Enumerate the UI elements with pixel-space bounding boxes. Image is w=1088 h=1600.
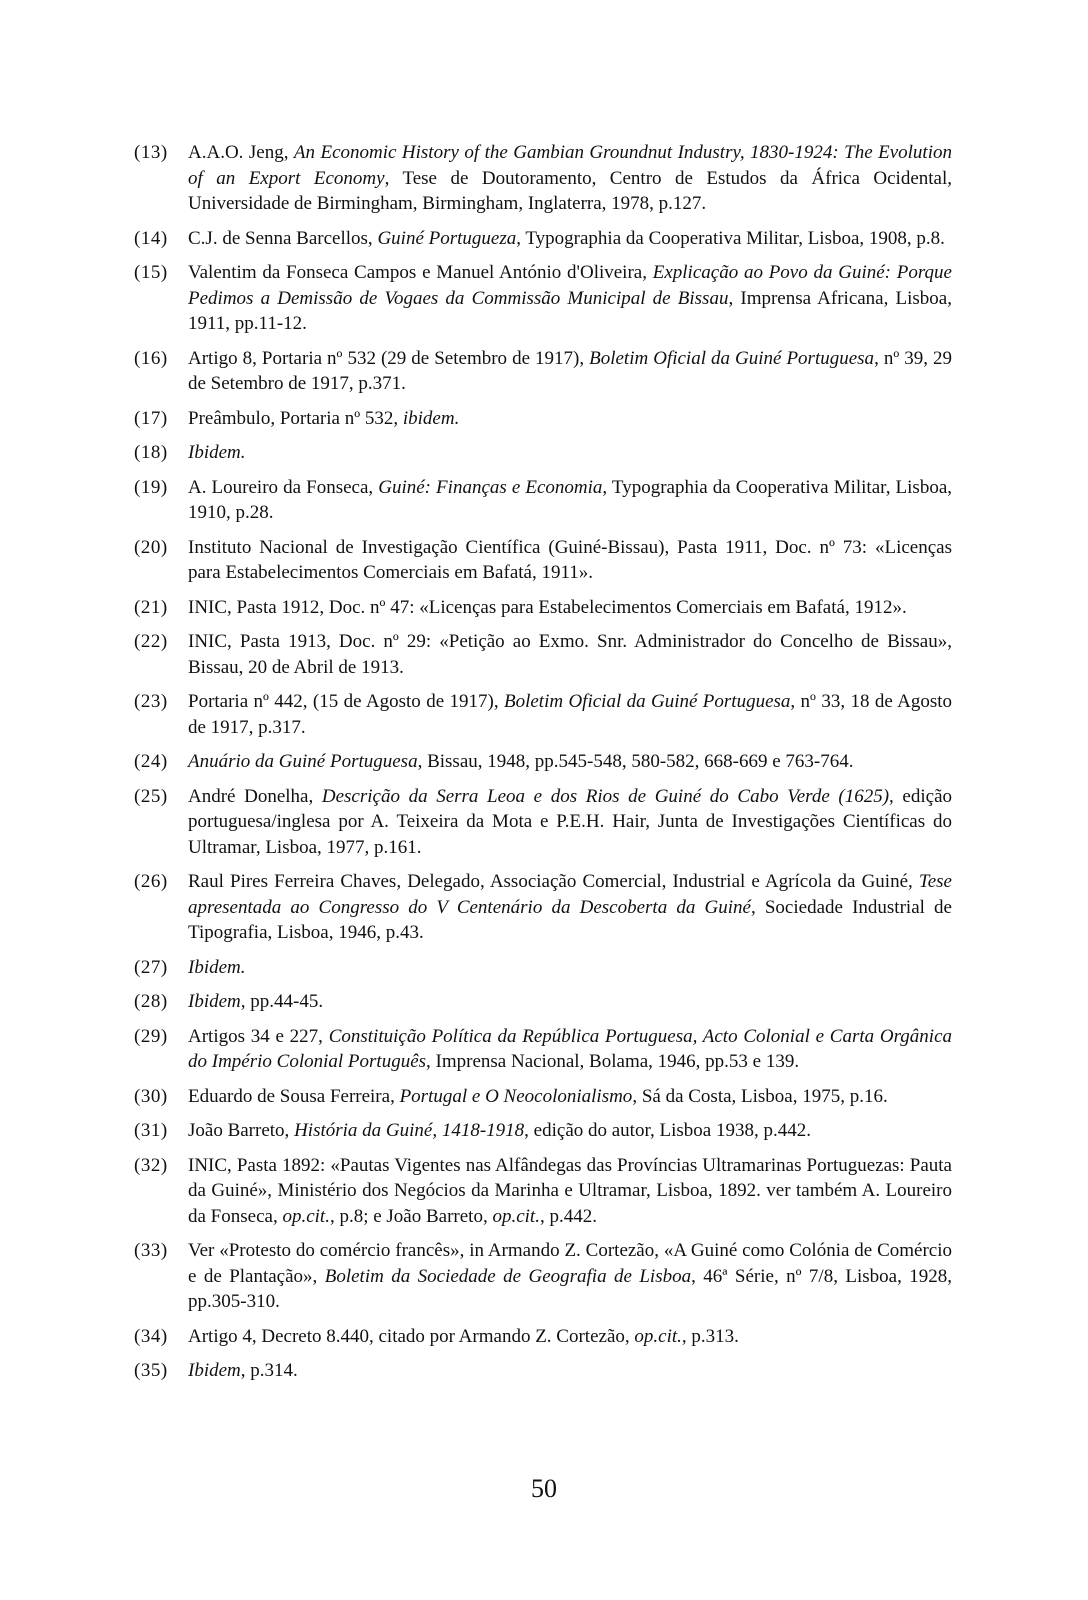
italic-title: Guiné Portugueza (377, 227, 517, 249)
text-run: INIC, Pasta 1912, Doc. nº 47: «Licenças para Estabelecimentos Comerciais em Bafatá, 1912». (188, 596, 907, 618)
footnote-text (188, 475, 952, 526)
italic-title: Boletim da Sociedade de Geografia de Lisboa (324, 1265, 692, 1287)
text-run: , Imprensa Nacional, Bolama, 1946, pp.53 e 139. (426, 1051, 800, 1072)
text-run: , p.314. (240, 1360, 298, 1381)
italic-title: Ibidem. (188, 442, 246, 463)
italic-title: op.cit. (492, 1205, 540, 1227)
footnote-text (188, 226, 952, 252)
footnote (134, 629, 952, 680)
text-run: C.J. de Senna Barcellos, (188, 227, 378, 249)
italic-title: Tese apresentada ao Congresso do V Centenário da Descoberta da Guiné (188, 871, 952, 918)
footnote (134, 1024, 952, 1075)
footnote (134, 1358, 952, 1384)
footnote-text (188, 629, 952, 680)
footnote-text (188, 869, 952, 946)
footnote-number: (13) (134, 142, 168, 163)
text-run: João Barreto, (188, 1120, 295, 1141)
italic-title: ibidem. (402, 407, 460, 429)
italic-title: Ibidem (188, 1360, 241, 1381)
footnote-number: (21) (134, 596, 168, 618)
text-run: INIC, Pasta 1913, Doc. nº 29: «Petição ao Exmo. Snr. Administrador do Concelho de Bissau», Bissau, 20 de Abril de 1913. (188, 631, 952, 678)
footnote-number: (35) (134, 1360, 168, 1381)
footnote (134, 475, 952, 526)
text-run: Preâmbulo, Portaria nº 532, (188, 407, 403, 429)
italic-title: Guiné: Finanças e Economia (378, 476, 603, 498)
footnote-text (188, 955, 952, 981)
text-run: , p.313. (681, 1325, 739, 1347)
text-run: , Sá da Costa, Lisboa, 1975, p.16. (632, 1085, 888, 1107)
footnote (134, 595, 952, 621)
text-run: , edição portuguesa/inglesa por A. Teixeira da Mota e P.E.H. Hair, Junta de Investigações Científicas do Ultramar, Lisboa, 1977, p.161. (188, 785, 953, 858)
footnote (134, 140, 952, 217)
text-run: Artigos 34 e 227, (188, 1025, 329, 1047)
footnote-number: (20) (134, 536, 168, 558)
footnote-number: (32) (134, 1154, 168, 1176)
footnote-text (188, 140, 952, 217)
footnote (134, 869, 952, 946)
footnote (134, 406, 952, 432)
text-run: , edição do autor, Lisboa 1938, p.442. (524, 1120, 811, 1141)
text-run: Artigo 4, Decreto 8.440, citado por Armando Z. Cortezão, (188, 1325, 635, 1347)
footnote-number: (30) (134, 1085, 168, 1107)
text-run: , p.8; e João Barreto, (329, 1205, 493, 1227)
text-run: , Typographia da Cooperativa Militar, Lisboa, 1908, p.8. (516, 227, 945, 249)
footnote-text (188, 749, 952, 775)
italic-title: História da Guiné, 1418-1918 (294, 1120, 525, 1141)
footnote (134, 955, 952, 981)
footnote-number: (26) (134, 871, 168, 892)
footnote-text (188, 1084, 952, 1110)
footnote-text (188, 784, 952, 861)
italic-title: Ibidem. (188, 956, 246, 978)
italic-title: Ibidem (188, 991, 241, 1012)
footnote-number: (28) (134, 991, 168, 1012)
footnote-number: (25) (134, 785, 168, 807)
footnote-number: (27) (134, 956, 168, 978)
footnote-number: (18) (134, 442, 168, 463)
footnote (134, 260, 952, 337)
footnote (134, 1324, 952, 1350)
footnote-text (188, 406, 952, 432)
text-run: , nº 33, 18 de Agosto de 1917, p.317. (188, 691, 953, 738)
footnote-text (188, 260, 952, 337)
italic-title: Boletim Oficial da Guiné Portuguesa (503, 691, 791, 712)
footnote-number: (16) (134, 347, 168, 369)
footnote (134, 1084, 952, 1110)
text-run: Instituto Nacional de Investigação Científica (Guiné-Bissau), Pasta 1911, Doc. nº 73: «Licenças para Estabelecimentos Comerciais em Bafatá, 1911». (188, 536, 952, 583)
italic-title: Constituição Política da República Portuguesa, Acto Colonial e Carta Orgânica do Império Colonial Português (188, 1025, 953, 1072)
text-run: , nº 39, 29 de Setembro de 1917, p.371. (188, 347, 952, 394)
text-run: , Imprensa Africana, Lisboa, 1911, pp.11-12. (188, 287, 952, 334)
text-run: INIC, Pasta 1892: «Pautas Vigentes nas Alfândegas das Províncias Ultramarinas Portuguezas: Pauta da Guiné», Ministério dos Negócios da Marinha e Ultramar, Lisboa, 1892. ver também A. Loureiro da Fonseca, (188, 1154, 952, 1227)
text-run: A. Loureiro da Fonseca, (188, 476, 379, 498)
italic-title: Descrição da Serra Leoa e dos Rios de Guiné do Cabo Verde (1625) (321, 785, 890, 807)
footnote-text (188, 346, 952, 397)
text-run: Artigo 8, Portaria nº 532 (29 de Setembro de 1917), (188, 347, 590, 369)
footnote-text (188, 595, 952, 621)
footnote (134, 346, 952, 397)
text-run: , Tese de Doutoramento, Centro de Estudos da África Ocidental, Universidade de Birmingham, Birmingham, Inglaterra, 1978, p.127. (188, 167, 952, 214)
footnote-text (188, 440, 952, 466)
footnote-text (188, 689, 952, 740)
footnote-number: (15) (134, 262, 168, 283)
text-run: Valentim da Fonseca Campos e Manuel António d'Oliveira, (188, 262, 653, 283)
footnote (134, 226, 952, 252)
footnote-text (188, 1358, 952, 1384)
footnote (134, 1238, 952, 1315)
footnote-text (188, 1024, 952, 1075)
text-run: Portaria nº 442, (15 de Agosto de 1917), (188, 691, 504, 712)
footnote-number: (22) (134, 631, 168, 652)
footnote-number: (14) (134, 227, 168, 249)
text-run: Eduardo de Sousa Ferreira, (188, 1085, 400, 1107)
page-number: 50 (531, 1474, 557, 1503)
italic-title: An Economic History of the Gambian Groundnut Industry, 1830-1924: The Evolution of an Export Economy (188, 142, 952, 189)
text-run: André Donelha, (188, 785, 322, 807)
footnote-list (134, 140, 952, 1393)
footnote-text (188, 1324, 952, 1350)
italic-title: op.cit. (282, 1205, 330, 1227)
footnote-number: (31) (134, 1120, 168, 1141)
footnote-number: (17) (134, 407, 168, 429)
footnote-number: (24) (134, 751, 168, 772)
footnote-text (188, 1153, 952, 1230)
footnote-text (188, 1118, 952, 1144)
text-run: , pp.44-45. (240, 991, 324, 1012)
footnote-number: (34) (134, 1325, 168, 1347)
footnote (134, 749, 952, 775)
italic-title: Boletim Oficial da Guiné Portuguesa (589, 347, 875, 369)
text-run: , Typographia da Cooperativa Militar, Lisboa, 1910, p.28. (188, 476, 953, 523)
text-run: Ver «Protesto do comércio francês», in Armando Z. Cortezão, «A Guiné como Colónia de Comércio e de Plantação», (188, 1240, 952, 1287)
footnote-number: (19) (134, 476, 168, 498)
italic-title: Explicação ao Povo da Guiné: Porque Pedimos a Demissão de Vogaes da Commissão Municipal de Bissau (188, 262, 952, 309)
text-run: Raul Pires Ferreira Chaves, Delegado, Associação Comercial, Industrial e Agrícola da Guiné, (188, 871, 919, 892)
footnote (134, 535, 952, 586)
footnote-number: (33) (134, 1240, 168, 1261)
footnote (134, 989, 952, 1015)
italic-title: Anuário da Guiné Portuguesa (188, 751, 418, 772)
footnote (134, 689, 952, 740)
text-run: , p.442. (539, 1205, 597, 1227)
footnote (134, 1118, 952, 1144)
footnote (134, 1153, 952, 1230)
text-run: , Sociedade Industrial de Tipografia, Lisboa, 1946, p.43. (188, 896, 952, 943)
footnote-number: (23) (134, 691, 168, 712)
text-run: , Bissau, 1948, pp.545-548, 580-582, 668-669 e 763-764. (417, 751, 854, 772)
italic-title: op.cit. (634, 1325, 682, 1347)
text-run: A.A.O. Jeng, (188, 142, 294, 163)
footnote (134, 784, 952, 861)
footnote-text (188, 1238, 952, 1315)
footnote-text (188, 535, 952, 586)
text-run: , 46ª Série, nº 7/8, Lisboa, 1928, pp.305-310. (188, 1265, 952, 1312)
footnote-number: (29) (134, 1025, 168, 1047)
footnote-text (188, 989, 952, 1015)
italic-title: Portugal e O Neocolonialismo (399, 1085, 633, 1107)
footnote (134, 440, 952, 466)
